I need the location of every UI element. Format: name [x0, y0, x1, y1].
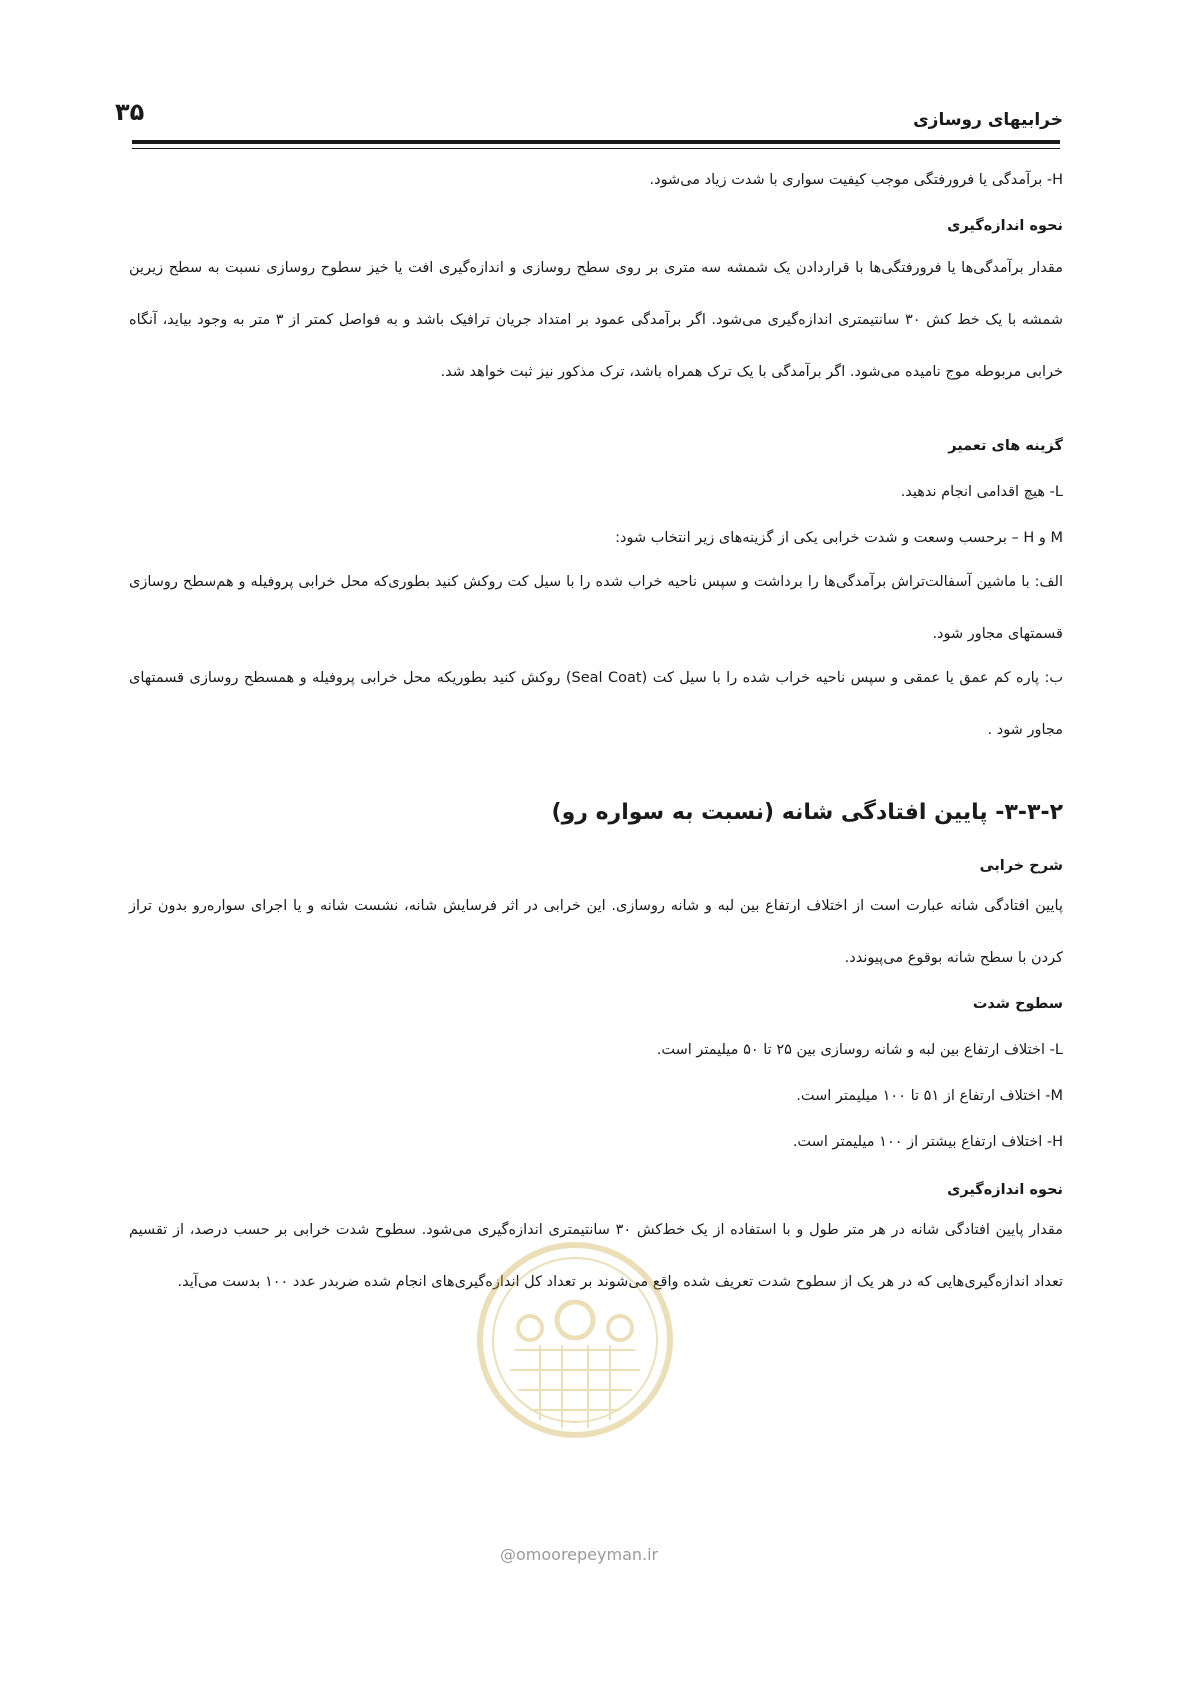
measure2-heading: نحوه اندازه‌گیری — [947, 1182, 1063, 1198]
severity-h-line: H- برآمدگی یا فرورفتگی موجب کیفیت سواری با شدت زیاد می‌شود. — [649, 172, 1063, 188]
measure-heading: نحوه اندازه‌گیری — [947, 218, 1063, 234]
running-header: خرابیهای روسازی — [913, 110, 1063, 130]
description-paragraph: پایین افتادگی شانه عبارت است از اختلاف ارتفاع بین لبه و شانه روسازی. این خرابی در اثر فرسایش شانه، نشست شانه و یا اجرای سواره‌رو بدون تراز کردن با سطح شانه بوقوع می‌پیوندد. — [129, 898, 1063, 966]
page-number: ۳۵ — [115, 98, 145, 126]
repair-heading: گزینه های تعمیر — [948, 438, 1063, 454]
repair-option-b: ب: پاره کم عمق یا عمقی و سپس ناحیه خراب شده را با سیل کت (Seal Coat) روکش کنید بطوریکه محل خرابی پروفیله و همسطح روسازی قسمتهای مجاور شود . — [129, 670, 1064, 738]
watermark-url: @omoorepeyman.ir — [500, 1545, 659, 1564]
description-heading: شرح خرابی — [979, 858, 1063, 874]
repair-l-line: L- هیچ اقدامی انجام ندهید. — [900, 484, 1063, 500]
severity-m-line: M- اختلاف ارتفاع از ۵۱ تا ۱۰۰ میلیمتر است. — [796, 1088, 1063, 1104]
header-rule-thin — [132, 148, 1060, 149]
repair-option-a: الف: با ماشین آسفالت‌تراش برآمدگی‌ها را برداشت و سپس ناحیه خراب شده را با سیل کت روکش کنید بطوری‌که محل خرابی پروفیله و هم‌سطح روسازی قسمتهای مجاور شود. — [129, 574, 1063, 642]
severity-l-line: L- اختلاف ارتفاع بین لبه و شانه روسازی بین ۲۵ تا ۵۰ میلیمتر است. — [656, 1042, 1063, 1058]
measure-paragraph: مقدار برآمدگی‌ها یا فرورفتگی‌ها با قراردادن یک شمشه سه متری بر روی سطح روسازی و اندازه‌گیری افت یا خیز سطوح روسازی نسبت به سطح زیرین شمشه با یک خط کش ۳۰ سانتیمتری اندازه‌گیری می‌شود. اگر برآمدگی عمود بر امتداد جریان ترافیک باشد و به فواصل کمتر از ۳ متر به وجود بیاید، آنگاه خرابی مربوطه موج نامیده می‌شود. اگر برآمدگی با یک ترک همراه باشد، ترک مذکور نیز ثبت خواهد شد. — [129, 260, 1064, 380]
section-title: ۳-۳-۲- پایین افتادگی شانه (نسبت به سواره رو) — [551, 800, 1063, 825]
severity-h2-line: H- اختلاف ارتفاع بیشتر از ۱۰۰ میلیمتر است. — [792, 1134, 1063, 1150]
severity-heading: سطوح شدت — [972, 996, 1063, 1012]
header-rule-thick — [132, 140, 1060, 144]
repair-mh-line: M و H – برحسب وسعت و شدت خرابی یکی از گزینه‌های زیر انتخاب شود: — [615, 530, 1063, 546]
measure2-paragraph: مقدار پایین افتادگی شانه در هر متر طول و با استفاده از یک خط‌کش ۳۰ سانتیمتری اندازه‌گیری می‌شود. سطوح شدت خرابی بر حسب درصد، از تقسیم تعداد اندازه‌گیری‌هایی که در هر یک از سطوح شدت تعریف شده واقع می‌شوند بر تعداد کل اندازه‌گیری‌های انجام شده ضربدر عدد ۱۰۰ بدست می‌آید. — [129, 1222, 1063, 1290]
watermark-stamp-logo — [470, 1240, 680, 1440]
